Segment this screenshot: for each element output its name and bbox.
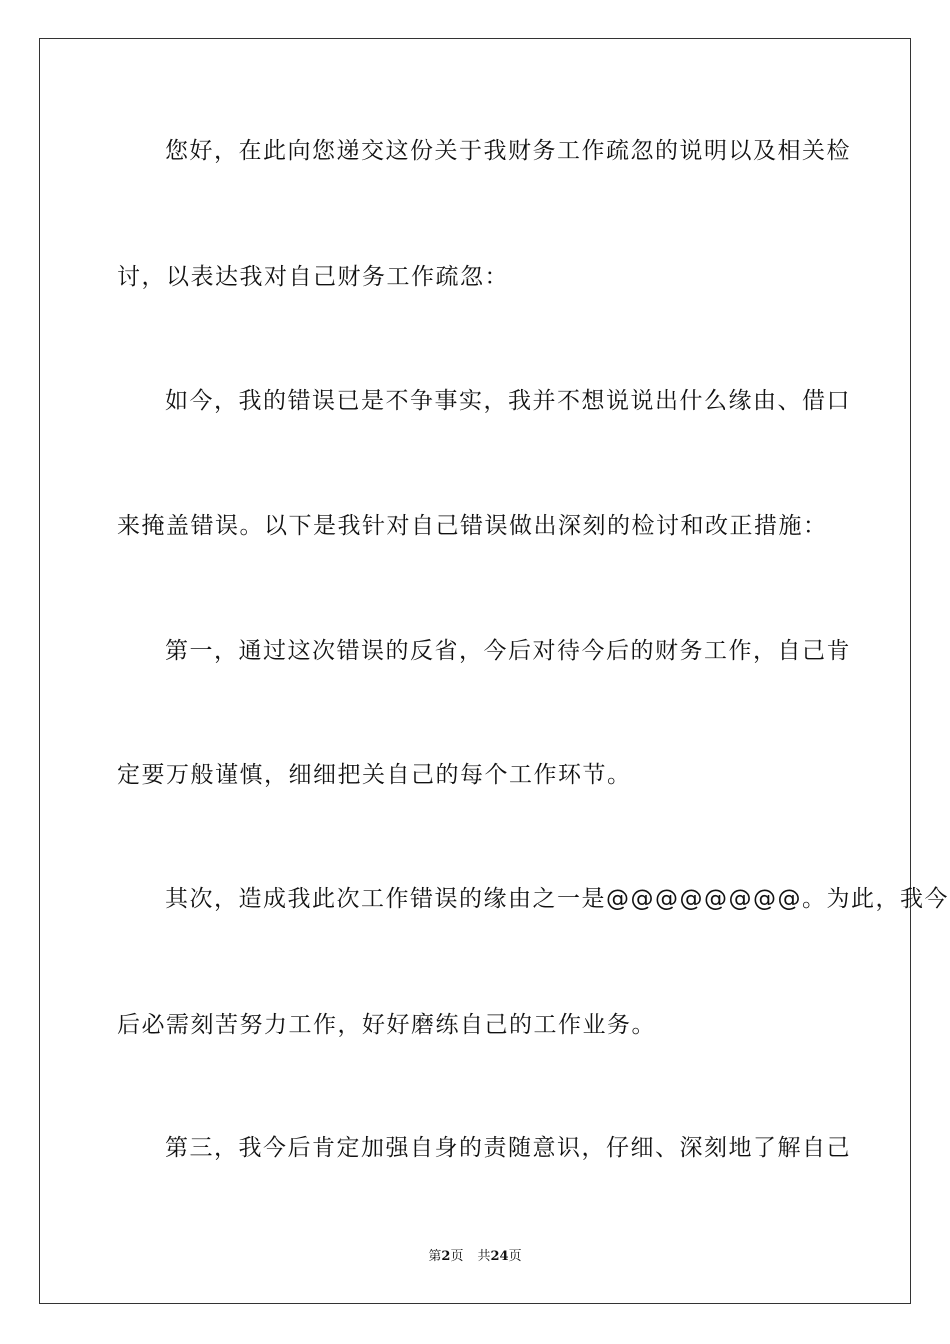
page-footer	[0, 1249, 950, 1265]
page-label-prefix: 第	[428, 1249, 442, 1264]
total-label-suffix: 页	[508, 1249, 522, 1264]
total-label-prefix: 共	[477, 1249, 491, 1264]
paragraph-2-line-2: 来掩盖错误。以下是我针对自己错误做出深刻的检讨和改正措施：	[117, 513, 828, 539]
paragraph-1-line-2: 讨，以表达我对自己财务工作疏忽：	[117, 264, 509, 290]
paragraph-2-line-1: 如今，我的错误已是不争事实，我并不想说说出什么缘由、借口	[165, 388, 851, 414]
paragraph-4-line-1: 其次，造成我此次工作错误的缘由之一是@@@@@@@@。为此，我今	[165, 886, 949, 912]
page-label-suffix: 页	[450, 1249, 464, 1264]
paragraph-5-line-1: 第三，我今后肯定加强自身的责随意识，仔细、深刻地了解自己	[165, 1135, 851, 1161]
paragraph-3-line-2: 定要万般谨慎，细细把关自己的每个工作环节。	[117, 762, 632, 788]
page-frame	[39, 38, 949, 1304]
paragraph-3-line-1: 第一，通过这次错误的反省，今后对待今后的财务工作，自己肯	[165, 638, 851, 664]
total-pages: 24	[490, 1249, 509, 1264]
paragraph-4-line-2: 后必需刻苦努力工作，好好磨练自己的工作业务。	[117, 1012, 656, 1038]
paragraph-1-line-1: 您好，在此向您递交这份关于我财务工作疏忽的说明以及相关检	[165, 138, 851, 164]
page-number: 2	[441, 1249, 451, 1264]
